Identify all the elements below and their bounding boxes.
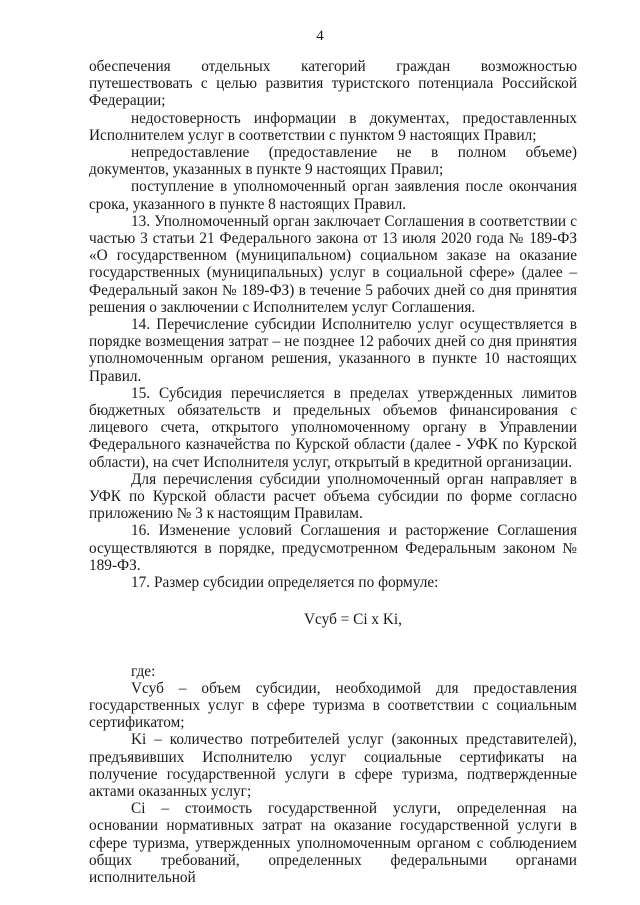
paragraph-item-16: 16. Изменение условий Соглашения и расторжение Соглашения осуществляются в порядке, предусмотренном Федеральным законом № 189-ФЗ.	[89, 522, 577, 574]
definition-ki: Ki – количество потребителей услуг (законных представителей), предъявивших Исполнителю услуг социальные сертификаты на получение государственной услуги в сфере туризма, подтвержденные актами оказанных услуг;	[89, 731, 577, 800]
paragraph-item-15: 15. Субсидия перечисляется в пределах утвержденных лимитов бюджетных обязательств и предельных объемов финансирования с лицевого счета, открытого уполномоченному органу в Управлении Федерального казначейства по Курской области (далее - УФК по Курской области), на счет Исполнителя услуг, открытый в кредитной организации.	[89, 384, 577, 471]
paragraph: обеспечения отдельных категорий граждан возможностью путешествовать с целью развития туристского потенциала Российской Федерации;	[89, 58, 577, 110]
paragraph: непредоставление (предоставление не в полном объеме) документов, указанных в пункте 9 настоящих Правил;	[89, 144, 577, 179]
paragraph: Для перечисления субсидии уполномоченный орган направляет в УФК по Курской области расчет объема субсидии по форме согласно приложению № 3 к настоящим Правилам.	[89, 470, 577, 523]
document-body	[89, 58, 577, 886]
paragraph: поступление в уполномоченный орган заявления после окончания срока, указанного в пункте 8 настоящих Правил.	[89, 178, 577, 213]
paragraph-item-17: 17. Размер субсидии определяется по формуле:	[131, 574, 439, 592]
definition-vsub: Vсуб – объем субсидии, необходимой для предоставления государственных услуг в сфере туризма в соответствии с социальным сертификатом;	[89, 679, 577, 732]
formula: Vсуб = Ci x Ki,	[303, 611, 402, 629]
paragraph-item-14: 14. Перечисление субсидии Исполнителю услуг осуществляется в порядке возмещения затрат – не позднее 12 рабочих дней со дня принятия уполномоченным органом решения, указанного в пункте 10 настоящих Правил.	[89, 316, 577, 385]
paragraph: недостоверность информации в документах, предоставленных Исполнителем услуг в соответствии с пунктом 9 настоящих Правил;	[89, 109, 577, 144]
page-number: 4	[316, 28, 324, 44]
paragraph-item-13: 13. Уполномоченный орган заключает Соглашения в соответствии с частью 3 статьи 21 Федерального закона от 13 июля 2020 года № 189-ФЗ «О государственном (муниципальном) социальном заказе на оказание государственных (муниципальных) услуг в социальной сфере» (далее – Федеральный закон № 189-ФЗ) в течение 5 рабочих дней со дня принятия решения о заключении с Исполнителем услуг Соглашения.	[89, 212, 577, 316]
definition-ci: Ci – стоимость государственной услуги, определенная на основании нормативных затрат на оказание государственной услуги в сфере туризма, утвержденных уполномоченным органом с соблюдением общих требований, определенных федеральными органами исполнительной	[89, 800, 577, 886]
paragraph: где:	[131, 662, 156, 680]
